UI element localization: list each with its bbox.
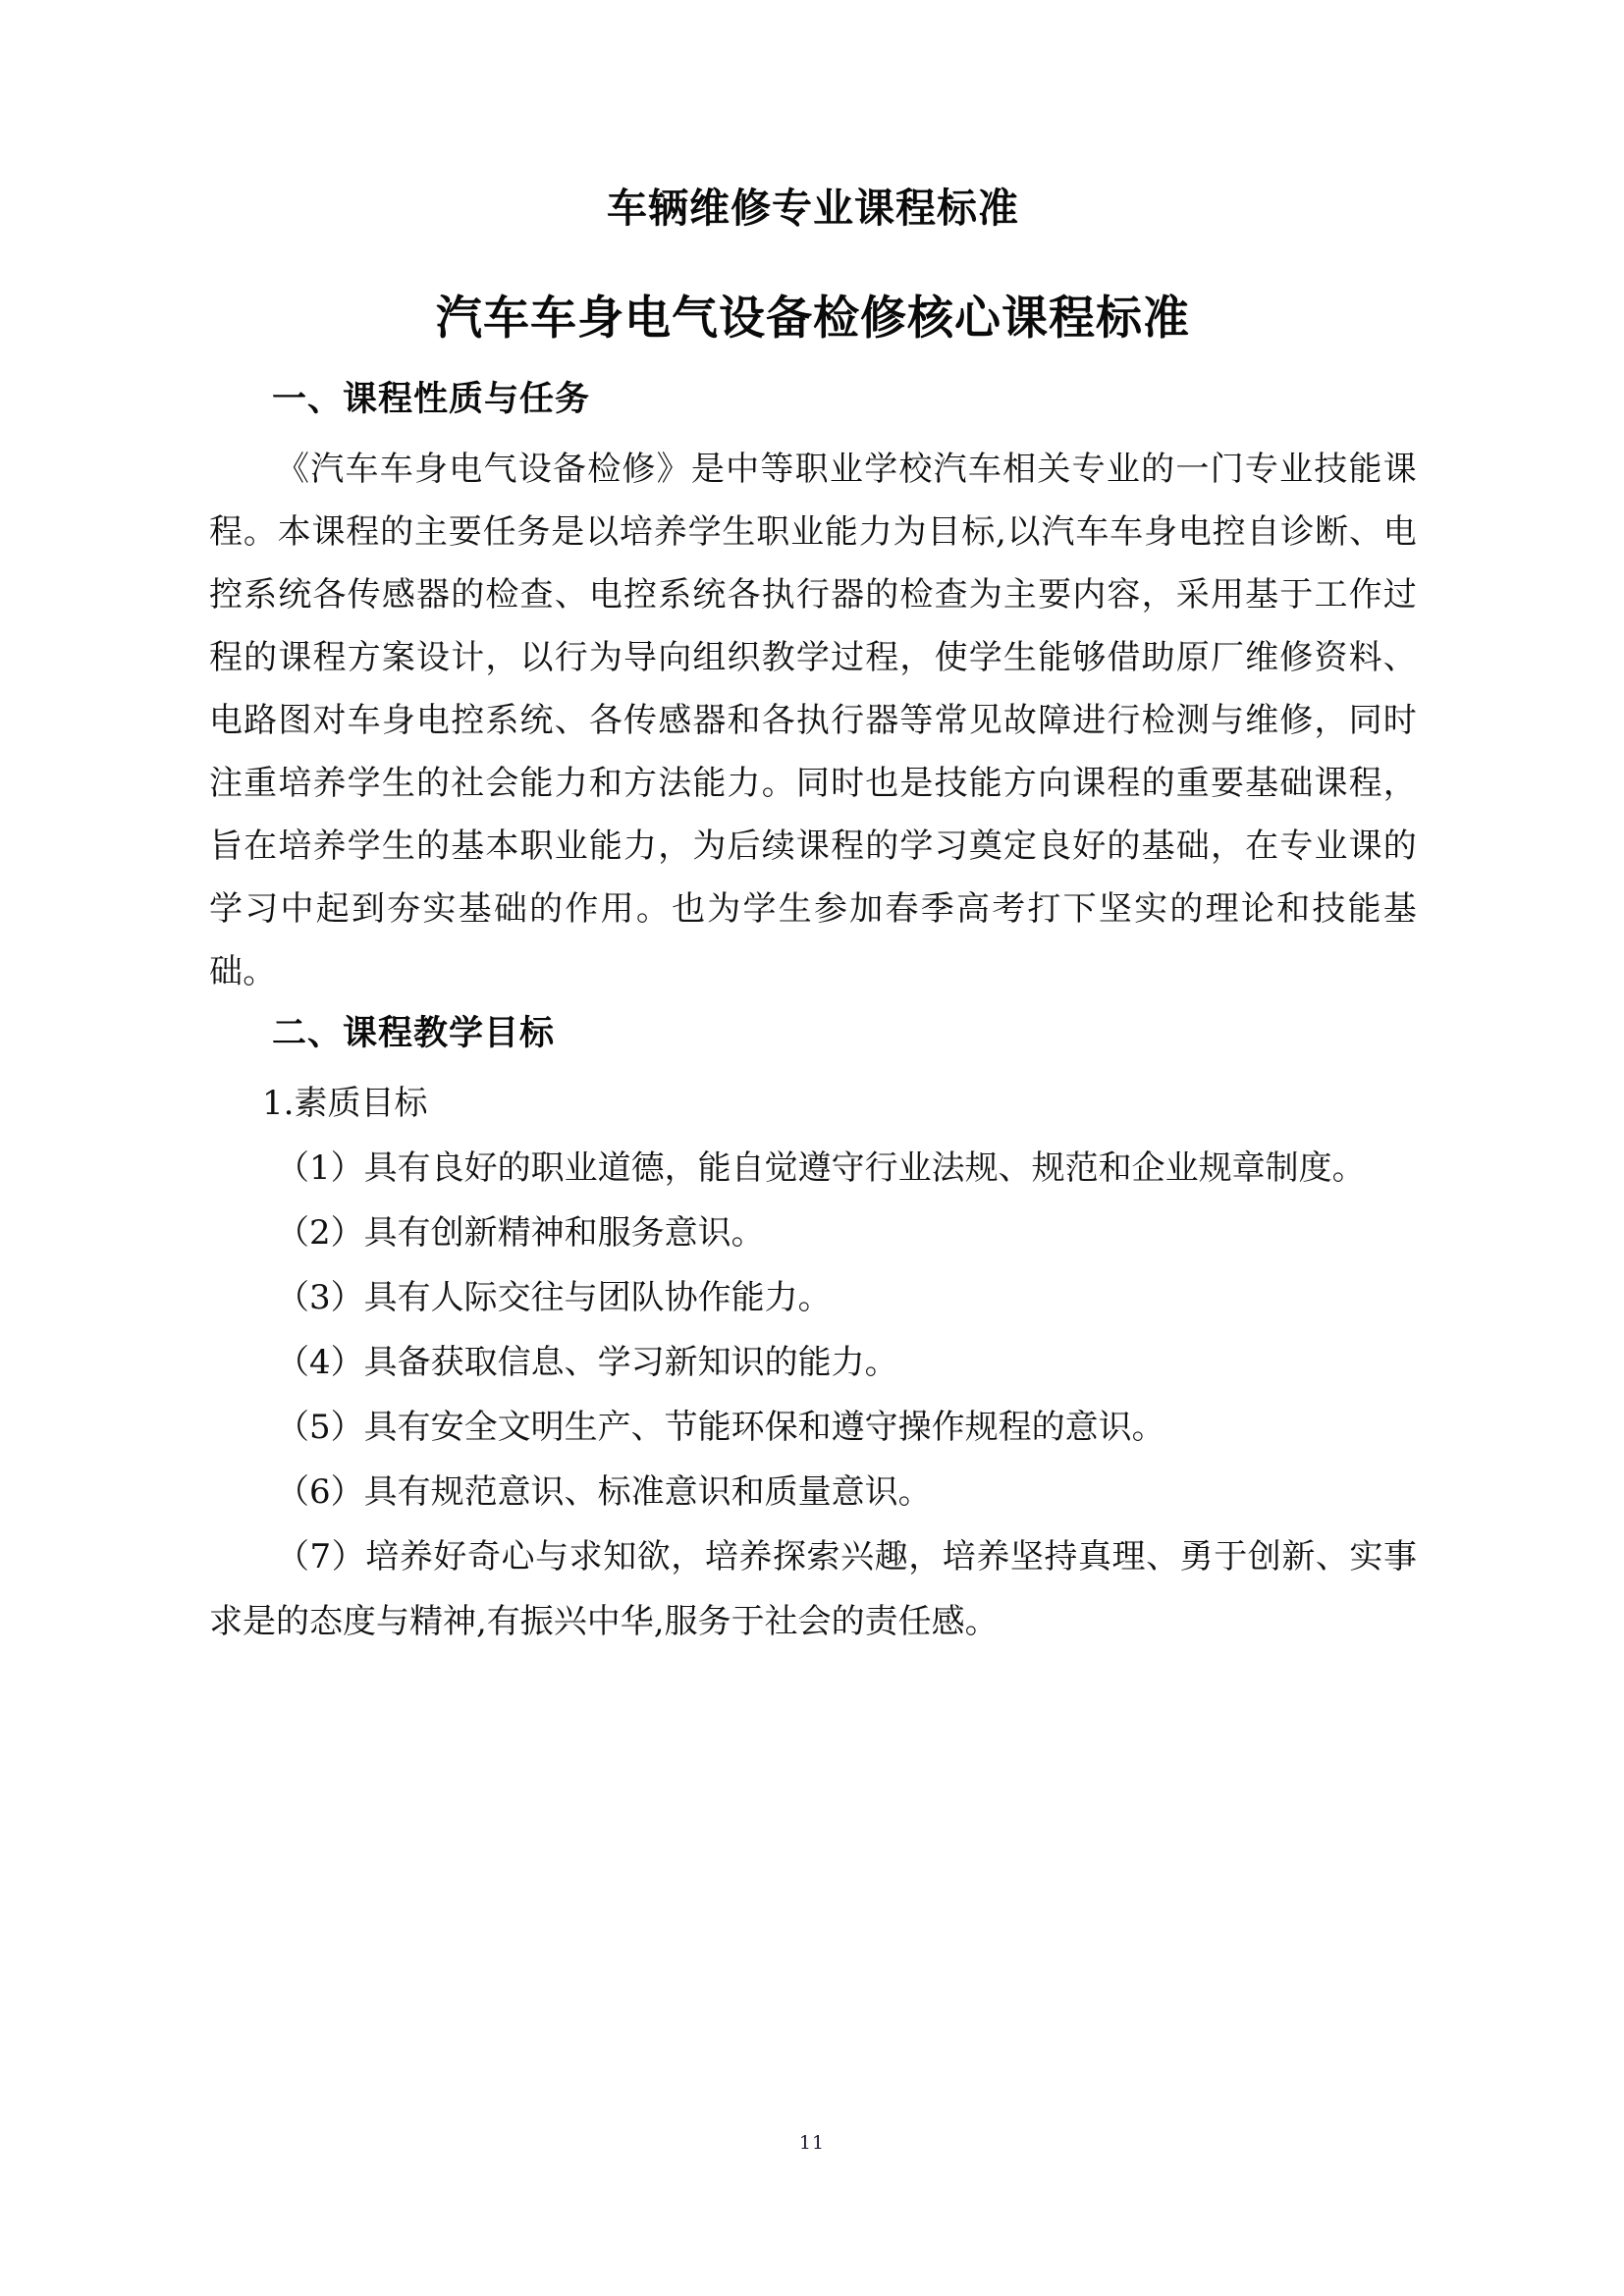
page-number: 11	[798, 2132, 826, 2154]
list-item: （3）具有人际交往与团队协作能力。	[276, 1278, 832, 1318]
section-heading-2: 二、课程教学目标	[272, 1014, 556, 1054]
course-standard-title: 汽车车身电气设备检修核心课程标准	[436, 292, 1190, 347]
list-item: （7）培养好奇心与求知欲，培养探索兴趣，培养坚持真理、勇于创新、实事求是的态度与精神,有振兴中华,服务于社会的责任感。	[209, 1537, 1417, 1642]
section-1-paragraph: 《汽车车身电气设备检修》是中等职业学校汽车相关专业的一门专业技能课程。本课程的主要任务是以培养学生职业能力为目标,以汽车车身电控自诊断、电控系统各传感器的检查、电控系统各执行器的检查为主要内容，采用基于工作过程的课程方案设计，以行为导向组织教学过程，使学生能够借助原厂维修资料、电路图对车身电控系统、各传感器和各执行器等常见故障进行检测与维修，同时注重培养学生的社会能力和方法能力。同时也是技能方向课程的重要基础课程，旨在培养学生的基本职业能力，为后续课程的学习奠定良好的基础，在专业课的学习中起到夯实基础的作用。也为学生参加春季高考打下坚实的理论和技能基础。	[209, 450, 1417, 992]
section-heading-1: 一、课程性质与任务	[272, 379, 591, 419]
list-item: （6）具有规范意识、标准意识和质量意识。	[276, 1472, 932, 1513]
list-item: （5）具有安全文明生产、节能环保和遵守操作规程的意识。	[276, 1408, 1165, 1448]
page-content	[209, 0, 1417, 1654]
page-title: 车辆维修专业课程标准	[607, 185, 1019, 232]
subsection-label-quality-goals: 1.素质目标	[262, 1084, 428, 1124]
list-item: （4）具备获取信息、学习新知识的能力。	[276, 1343, 898, 1383]
list-item: （2）具有创新精神和服务意识。	[276, 1213, 765, 1254]
list-item: （1）具有良好的职业道德，能自觉遵守行业法规、规范和企业规章制度。	[276, 1148, 1366, 1189]
